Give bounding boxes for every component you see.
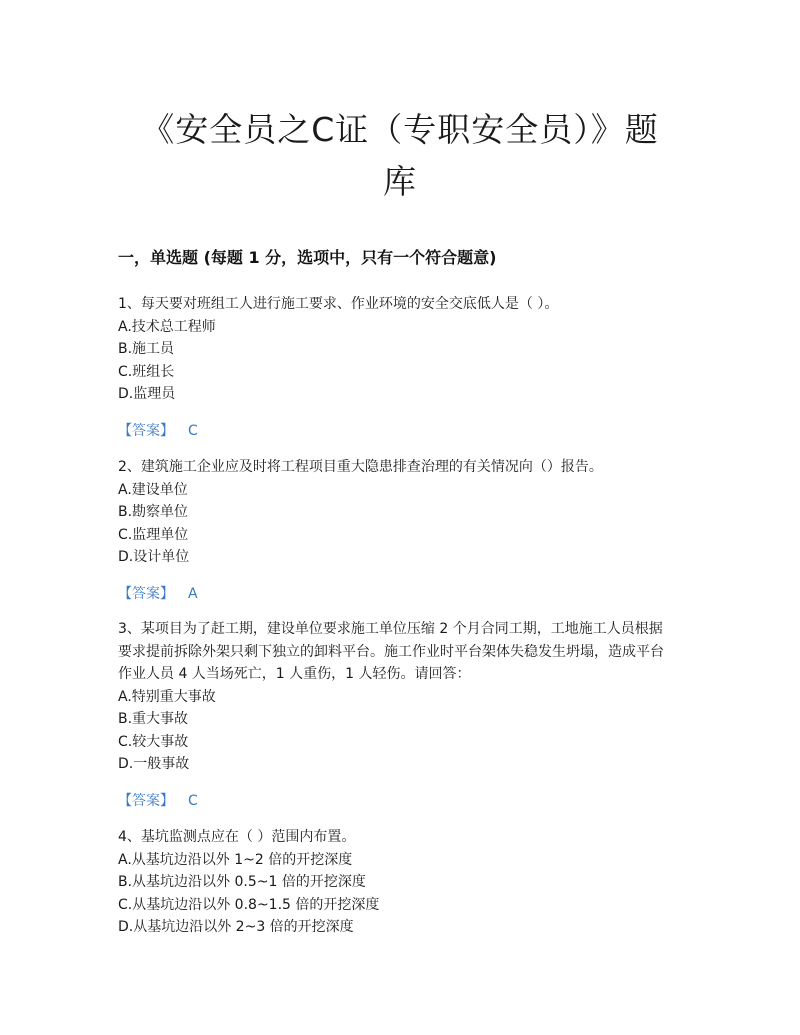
option-d: D.一般事故 <box>118 756 190 772</box>
question-4 <box>118 826 684 939</box>
option-b: B.重大事故 <box>118 711 189 727</box>
option-c: C.较大事故 <box>118 733 189 750</box>
question-text: 2、建筑施工企业应及时将工程项目重大隐患排查治理的有关情况向（）报告。 <box>118 459 603 475</box>
option-d: D.从基坑边沿以外 2~3 倍的开挖深度 <box>118 919 354 935</box>
option-c: C.从基坑边沿以外 0.8~1.5 倍的开挖深度 <box>118 896 380 913</box>
option-d: D.监理员 <box>118 386 176 402</box>
question-text-line-1: 3、某项目为了赶工期，建设单位要求施工单位压缩 2 个月合同工期，工地施工人员根据 <box>118 621 663 637</box>
option-b: B.施工员 <box>118 341 175 357</box>
answer-line <box>118 420 684 442</box>
answer-line <box>118 790 684 812</box>
option-a: A.特别重大事故 <box>118 688 216 705</box>
answer-value: C <box>188 422 198 439</box>
document-title <box>118 104 682 208</box>
question-text-line-2: 要求提前拆除外架只剩下独立的卸料平台。施工作业时平台架体失稳发生坍塌，造成平台 <box>118 643 664 660</box>
question-1 <box>118 293 684 442</box>
answer-label: 【答案】 <box>118 422 174 439</box>
title-line-1: 《安全员之C证（专职安全员）》题 <box>141 110 659 149</box>
option-a: A.从基坑边沿以外 1~2 倍的开挖深度 <box>118 851 353 868</box>
section-heading: 一，单选题 (每题 1 分，选项中，只有一个符合题意) <box>118 248 497 267</box>
option-c: C.监理单位 <box>118 526 189 543</box>
option-a: A.技术总工程师 <box>118 318 216 335</box>
answer-label: 【答案】 <box>118 585 174 602</box>
option-b: B.从基坑边沿以外 0.5~1 倍的开挖深度 <box>118 874 366 890</box>
option-c: C.班组长 <box>118 363 175 380</box>
question-2 <box>118 456 684 605</box>
answer-label: 【答案】 <box>118 792 174 809</box>
title-line-2: 库 <box>383 162 417 201</box>
option-d: D.设计单位 <box>118 549 190 565</box>
option-a: A.建设单位 <box>118 481 188 498</box>
option-b: B.勘察单位 <box>118 504 189 520</box>
answer-value: C <box>188 792 198 809</box>
question-text: 1、每天要对班组工人进行施工要求、作业环境的安全交底低人是（ ）。 <box>118 296 559 312</box>
question-text: 4、基坑监测点应在（ ）范围内布置。 <box>118 829 356 845</box>
question-text-line-3: 作业人员 4 人当场死亡，1 人重伤，1 人轻伤。请回答： <box>118 666 471 682</box>
answer-line <box>118 583 684 605</box>
question-3 <box>118 618 684 812</box>
answer-value: A <box>188 585 198 602</box>
